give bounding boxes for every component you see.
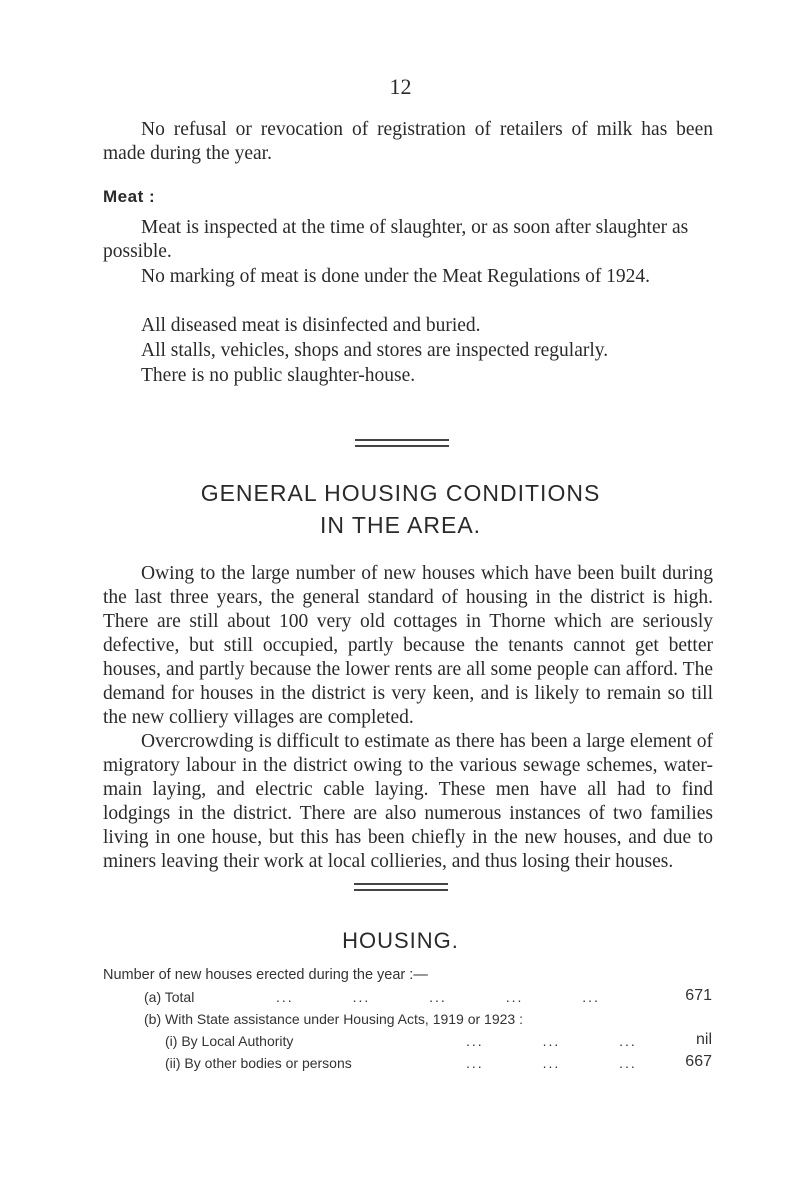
meat-paragraph-4: All stalls, vehicles, shops and stores are inspected regularly. xyxy=(141,340,609,361)
housing-row-local-authority-dots: ... ... ... xyxy=(466,1033,637,1049)
meat-paragraph-5: There is no public slaughter-house. xyxy=(141,365,416,386)
meat-paragraph-3: All diseased meat is disinfected and buried. xyxy=(141,315,481,336)
section-divider-2-bottom xyxy=(354,889,448,891)
housing-row-other-bodies-dots: ... ... ... xyxy=(466,1055,637,1071)
meat-paragraph-1: Meat is inspected at the time of slaughter, or as soon after slaughter as possible. xyxy=(103,217,689,262)
housing-row-total-value: 671 xyxy=(685,987,712,1004)
housing-row-state-assistance-label: (b) With State assistance under Housing Acts, 1919 or 1923 : xyxy=(144,1011,523,1027)
housing-row-local-authority-label: (i) By Local Authority xyxy=(165,1033,294,1049)
section-divider-bottom xyxy=(355,445,449,447)
housing-row-other-bodies-value: 667 xyxy=(685,1053,712,1070)
housing-conditions-paragraph-2: Overcrowding is difficult to estimate as there has been a large element of migratory labour in the district owing to the various sewage schemes, water-main laying, and electric cable laying. These men have all had to find lodgings in the district. There are also numerous instances of two families living in one house, but this has been chiefly in the new houses, and due to miners leaving their work at local collieries, and thus losing their houses. xyxy=(103,731,713,872)
milk-registration-paragraph: No refusal or revocation of registration of retailers of milk has been made during the year. xyxy=(103,119,713,164)
housing-row-total-dots: ... ... ... ... ... xyxy=(276,989,600,1005)
housing-row-other-bodies-label: (ii) By other bodies or persons xyxy=(165,1055,352,1071)
housing-row-local-authority-value: nil xyxy=(695,1031,712,1048)
housing-row-total-label: (a) Total xyxy=(144,989,195,1005)
housing-intro: Number of new houses erected during the year :— xyxy=(103,967,428,983)
meat-heading: Meat : xyxy=(103,187,156,206)
page-number: 12 xyxy=(389,74,412,99)
housing-conditions-title-line-2: IN THE AREA. xyxy=(319,512,482,538)
section-divider-top xyxy=(355,439,449,441)
housing-conditions-title-line-1: GENERAL HOUSING CONDITIONS xyxy=(200,480,601,506)
housing-conditions-paragraph-1: Owing to the large number of new houses which have been built during the last three years, the general standard of housing in the district is high. There are still about 100 very old cottages in Thorne which are seriously defective, but still occupied, partly because the tenants cannot get better houses, and partly because the lower rents are all some people can afford. The demand for houses in the district is very keen, and is likely to remain so till the new colliery villages are completed. xyxy=(103,563,713,728)
meat-paragraph-2: No marking of meat is done under the Meat Regulations of 1924. xyxy=(141,266,651,287)
section-divider-2-top xyxy=(354,883,448,885)
housing-title: HOUSING. xyxy=(342,928,459,953)
